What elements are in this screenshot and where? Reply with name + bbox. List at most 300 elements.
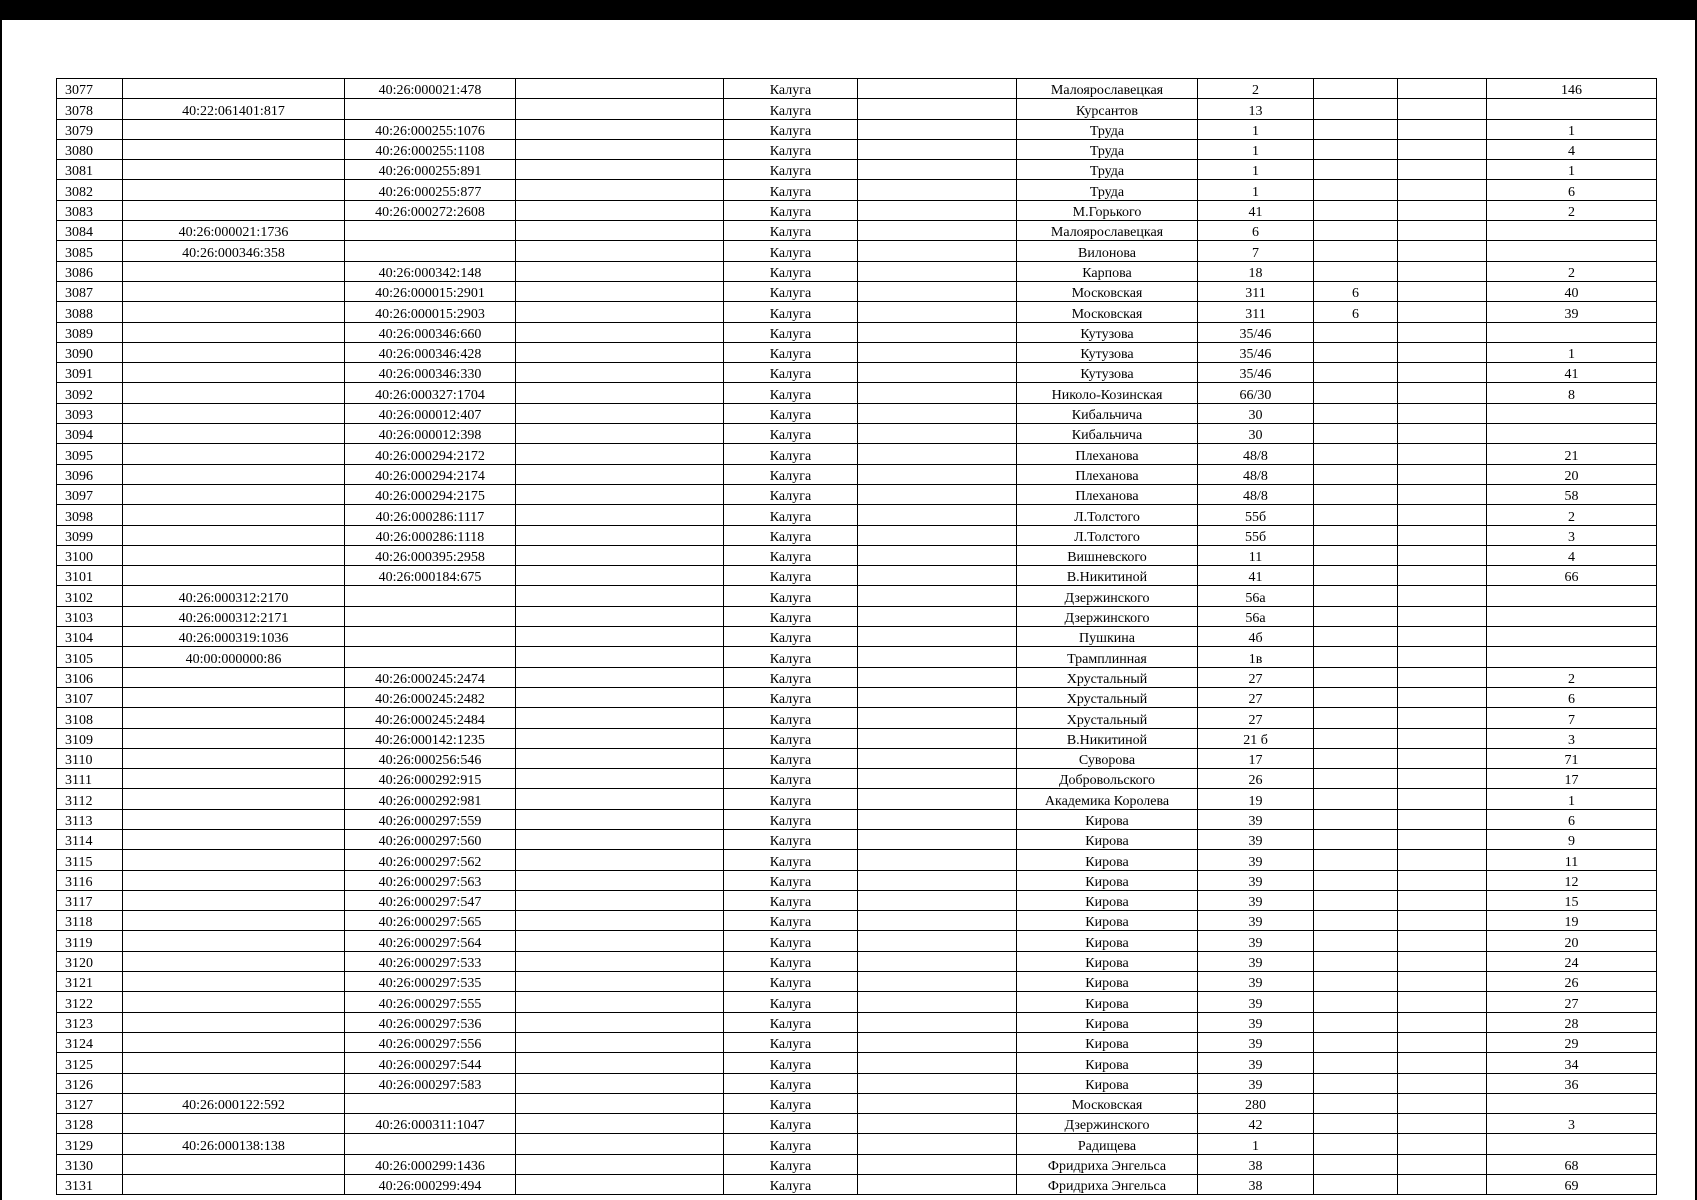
table-row — [57, 708, 1657, 728]
empty-cell — [516, 586, 724, 606]
row-number-cell: 3078 — [57, 99, 123, 119]
street-cell: Николо-Козинская — [1017, 383, 1198, 403]
cadastral-number-b-cell: 40:26:000294:2175 — [345, 484, 516, 504]
row-number-cell: 3122 — [57, 992, 123, 1012]
building-cell — [1314, 931, 1398, 951]
cadastral-number-b-cell: 40:26:000184:675 — [345, 566, 516, 586]
empty-cell-3 — [1398, 931, 1487, 951]
house-number-cell: 55б — [1198, 525, 1314, 545]
empty-cell-2 — [858, 484, 1017, 504]
street-cell: Кирова — [1017, 1012, 1198, 1032]
building-cell — [1314, 464, 1398, 484]
apartment-cell — [1487, 221, 1657, 241]
empty-cell-2 — [858, 363, 1017, 383]
cadastral-number-a-cell — [123, 139, 345, 159]
table-row — [57, 200, 1657, 220]
building-cell — [1314, 1032, 1398, 1052]
cadastral-number-b-cell: 40:26:000286:1117 — [345, 505, 516, 525]
city-cell: Калуга — [724, 931, 858, 951]
empty-cell-2 — [858, 403, 1017, 423]
street-cell: Плеханова — [1017, 464, 1198, 484]
building-cell — [1314, 1012, 1398, 1032]
cadastral-number-a-cell: 40:26:000319:1036 — [123, 627, 345, 647]
cadastral-number-a-cell — [123, 1175, 345, 1195]
cadastral-number-b-cell: 40:26:000297:533 — [345, 951, 516, 971]
apartment-cell: 4 — [1487, 545, 1657, 565]
building-cell — [1314, 809, 1398, 829]
property-register-table — [56, 78, 1657, 1195]
house-number-cell: 48/8 — [1198, 444, 1314, 464]
cadastral-number-b-cell: 40:26:000327:1704 — [345, 383, 516, 403]
empty-cell — [516, 566, 724, 586]
city-cell: Калуга — [724, 322, 858, 342]
house-number-cell: 41 — [1198, 200, 1314, 220]
table-row — [57, 221, 1657, 241]
apartment-cell — [1487, 403, 1657, 423]
table-row — [57, 1134, 1657, 1154]
empty-cell — [516, 647, 724, 667]
empty-cell-2 — [858, 444, 1017, 464]
empty-cell-3 — [1398, 829, 1487, 849]
house-number-cell: 27 — [1198, 708, 1314, 728]
building-cell — [1314, 525, 1398, 545]
city-cell: Калуга — [724, 606, 858, 626]
city-cell: Калуга — [724, 119, 858, 139]
empty-cell-2 — [858, 241, 1017, 261]
empty-cell-2 — [858, 1154, 1017, 1174]
row-number-cell: 3120 — [57, 951, 123, 971]
cadastral-number-a-cell — [123, 160, 345, 180]
cadastral-number-a-cell — [123, 505, 345, 525]
apartment-cell: 1 — [1487, 119, 1657, 139]
street-cell: Кирова — [1017, 1032, 1198, 1052]
street-cell: Кибальчича — [1017, 403, 1198, 423]
cadastral-number-b-cell: 40:26:000297:565 — [345, 911, 516, 931]
cadastral-number-a-cell — [123, 1032, 345, 1052]
apartment-cell: 3 — [1487, 1114, 1657, 1134]
apartment-cell: 8 — [1487, 383, 1657, 403]
street-cell: Кибальчича — [1017, 424, 1198, 444]
row-number-cell: 3118 — [57, 911, 123, 931]
building-cell — [1314, 687, 1398, 707]
empty-cell-2 — [858, 302, 1017, 322]
cadastral-number-a-cell — [123, 79, 345, 99]
house-number-cell: 38 — [1198, 1154, 1314, 1174]
empty-cell — [516, 261, 724, 281]
apartment-cell: 41 — [1487, 363, 1657, 383]
empty-cell-2 — [858, 789, 1017, 809]
empty-cell-3 — [1398, 1175, 1487, 1195]
table-row — [57, 951, 1657, 971]
empty-cell-2 — [858, 667, 1017, 687]
empty-cell-3 — [1398, 79, 1487, 99]
cadastral-number-b-cell: 40:26:000255:891 — [345, 160, 516, 180]
house-number-cell: 30 — [1198, 403, 1314, 423]
row-number-cell: 3080 — [57, 139, 123, 159]
street-cell: Труда — [1017, 180, 1198, 200]
apartment-cell: 1 — [1487, 789, 1657, 809]
empty-cell-3 — [1398, 200, 1487, 220]
building-cell — [1314, 566, 1398, 586]
cadastral-number-b-cell — [345, 647, 516, 667]
empty-cell-2 — [858, 870, 1017, 890]
table-row — [57, 809, 1657, 829]
table-row — [57, 870, 1657, 890]
table-row — [57, 302, 1657, 322]
row-number-cell: 3084 — [57, 221, 123, 241]
table-row — [57, 586, 1657, 606]
cadastral-number-a-cell — [123, 119, 345, 139]
house-number-cell: 6 — [1198, 221, 1314, 241]
empty-cell-2 — [858, 931, 1017, 951]
empty-cell-2 — [858, 972, 1017, 992]
house-number-cell: 26 — [1198, 769, 1314, 789]
building-cell — [1314, 992, 1398, 1012]
house-number-cell: 1 — [1198, 160, 1314, 180]
cadastral-number-a-cell — [123, 992, 345, 1012]
cadastral-number-a-cell — [123, 302, 345, 322]
table-row — [57, 1154, 1657, 1174]
cadastral-number-b-cell — [345, 1093, 516, 1113]
cadastral-number-b-cell — [345, 221, 516, 241]
table-row — [57, 748, 1657, 768]
table-row — [57, 1114, 1657, 1134]
row-number-cell: 3101 — [57, 566, 123, 586]
table-row — [57, 99, 1657, 119]
table-row — [57, 261, 1657, 281]
apartment-cell: 69 — [1487, 1175, 1657, 1195]
empty-cell — [516, 748, 724, 768]
cadastral-number-a-cell — [123, 708, 345, 728]
empty-cell-2 — [858, 261, 1017, 281]
house-number-cell: 55б — [1198, 505, 1314, 525]
street-cell: Кирова — [1017, 890, 1198, 910]
apartment-cell — [1487, 647, 1657, 667]
table-row — [57, 687, 1657, 707]
house-number-cell: 56а — [1198, 586, 1314, 606]
row-number-cell: 3131 — [57, 1175, 123, 1195]
house-number-cell: 39 — [1198, 1032, 1314, 1052]
city-cell: Калуга — [724, 1053, 858, 1073]
house-number-cell: 41 — [1198, 566, 1314, 586]
empty-cell-3 — [1398, 951, 1487, 971]
city-cell: Калуга — [724, 1134, 858, 1154]
cadastral-number-a-cell — [123, 667, 345, 687]
empty-cell-2 — [858, 99, 1017, 119]
empty-cell — [516, 1175, 724, 1195]
row-number-cell: 3085 — [57, 241, 123, 261]
building-cell — [1314, 160, 1398, 180]
empty-cell-2 — [858, 545, 1017, 565]
cadastral-number-a-cell — [123, 748, 345, 768]
apartment-cell: 34 — [1487, 1053, 1657, 1073]
building-cell — [1314, 911, 1398, 931]
table-row — [57, 160, 1657, 180]
cadastral-number-a-cell — [123, 281, 345, 301]
apartment-cell: 36 — [1487, 1073, 1657, 1093]
cadastral-number-b-cell: 40:26:000255:1076 — [345, 119, 516, 139]
row-number-cell: 3124 — [57, 1032, 123, 1052]
building-cell — [1314, 1154, 1398, 1174]
row-number-cell: 3104 — [57, 627, 123, 647]
table-row — [57, 484, 1657, 504]
row-number-cell: 3107 — [57, 687, 123, 707]
empty-cell-3 — [1398, 1114, 1487, 1134]
empty-cell-2 — [858, 627, 1017, 647]
table-row — [57, 829, 1657, 849]
table-row — [57, 972, 1657, 992]
street-cell: Кирова — [1017, 1053, 1198, 1073]
house-number-cell: 30 — [1198, 424, 1314, 444]
building-cell — [1314, 403, 1398, 423]
empty-cell-2 — [858, 525, 1017, 545]
empty-cell-2 — [858, 1093, 1017, 1113]
empty-cell-3 — [1398, 647, 1487, 667]
building-cell — [1314, 627, 1398, 647]
cadastral-number-b-cell: 40:26:000395:2958 — [345, 545, 516, 565]
city-cell: Калуга — [724, 484, 858, 504]
empty-cell — [516, 829, 724, 849]
cadastral-number-a-cell — [123, 200, 345, 220]
apartment-cell: 20 — [1487, 931, 1657, 951]
table-row — [57, 992, 1657, 1012]
building-cell — [1314, 1134, 1398, 1154]
empty-cell-2 — [858, 1175, 1017, 1195]
cadastral-number-a-cell — [123, 322, 345, 342]
apartment-cell: 1 — [1487, 160, 1657, 180]
cadastral-number-b-cell: 40:26:000012:398 — [345, 424, 516, 444]
cadastral-number-a-cell — [123, 1154, 345, 1174]
city-cell: Калуга — [724, 99, 858, 119]
table-row — [57, 769, 1657, 789]
city-cell: Калуга — [724, 383, 858, 403]
street-cell: Дзержинского — [1017, 606, 1198, 626]
empty-cell-2 — [858, 566, 1017, 586]
empty-cell — [516, 728, 724, 748]
cadastral-number-b-cell: 40:26:000015:2903 — [345, 302, 516, 322]
empty-cell — [516, 627, 724, 647]
row-number-cell: 3103 — [57, 606, 123, 626]
cadastral-number-a-cell — [123, 261, 345, 281]
empty-cell-3 — [1398, 342, 1487, 362]
row-number-cell: 3106 — [57, 667, 123, 687]
house-number-cell: 280 — [1198, 1093, 1314, 1113]
street-cell: В.Никитиной — [1017, 566, 1198, 586]
street-cell: Кирова — [1017, 1073, 1198, 1093]
empty-cell-3 — [1398, 627, 1487, 647]
empty-cell-2 — [858, 139, 1017, 159]
empty-cell-3 — [1398, 281, 1487, 301]
apartment-cell: 3 — [1487, 525, 1657, 545]
street-cell: Кирова — [1017, 951, 1198, 971]
city-cell: Калуга — [724, 870, 858, 890]
table-row — [57, 789, 1657, 809]
table-row — [57, 525, 1657, 545]
cadastral-number-a-cell — [123, 1012, 345, 1032]
row-number-cell: 3089 — [57, 322, 123, 342]
empty-cell — [516, 99, 724, 119]
row-number-cell: 3129 — [57, 1134, 123, 1154]
apartment-cell: 21 — [1487, 444, 1657, 464]
empty-cell — [516, 403, 724, 423]
empty-cell-3 — [1398, 444, 1487, 464]
building-cell — [1314, 667, 1398, 687]
street-cell: Фридриха Энгельса — [1017, 1175, 1198, 1195]
cadastral-number-b-cell: 40:26:000297:583 — [345, 1073, 516, 1093]
apartment-cell: 19 — [1487, 911, 1657, 931]
city-cell: Калуга — [724, 1154, 858, 1174]
row-number-cell: 3119 — [57, 931, 123, 951]
cadastral-number-a-cell: 40:26:000122:592 — [123, 1093, 345, 1113]
apartment-cell — [1487, 606, 1657, 626]
empty-cell-3 — [1398, 1073, 1487, 1093]
apartment-cell: 2 — [1487, 261, 1657, 281]
street-cell: Академика Королева — [1017, 789, 1198, 809]
empty-cell — [516, 322, 724, 342]
city-cell: Калуга — [724, 160, 858, 180]
empty-cell — [516, 363, 724, 383]
row-number-cell: 3126 — [57, 1073, 123, 1093]
cadastral-number-b-cell: 40:26:000286:1118 — [345, 525, 516, 545]
building-cell — [1314, 383, 1398, 403]
house-number-cell: 1в — [1198, 647, 1314, 667]
city-cell: Калуга — [724, 566, 858, 586]
cadastral-number-b-cell: 40:26:000142:1235 — [345, 728, 516, 748]
cadastral-number-b-cell: 40:26:000256:546 — [345, 748, 516, 768]
city-cell: Калуга — [724, 464, 858, 484]
empty-cell — [516, 951, 724, 971]
empty-cell — [516, 79, 724, 99]
row-number-cell: 3125 — [57, 1053, 123, 1073]
apartment-cell: 146 — [1487, 79, 1657, 99]
street-cell: Московская — [1017, 302, 1198, 322]
table-row — [57, 627, 1657, 647]
empty-cell-3 — [1398, 1053, 1487, 1073]
apartment-cell: 66 — [1487, 566, 1657, 586]
city-cell: Калуга — [724, 1073, 858, 1093]
apartment-cell: 68 — [1487, 1154, 1657, 1174]
city-cell: Калуга — [724, 1093, 858, 1113]
city-cell: Калуга — [724, 424, 858, 444]
building-cell — [1314, 342, 1398, 362]
empty-cell-3 — [1398, 911, 1487, 931]
empty-cell — [516, 1134, 724, 1154]
row-number-cell: 3092 — [57, 383, 123, 403]
house-number-cell: 11 — [1198, 545, 1314, 565]
building-cell — [1314, 79, 1398, 99]
row-number-cell: 3086 — [57, 261, 123, 281]
empty-cell-2 — [858, 606, 1017, 626]
house-number-cell: 27 — [1198, 667, 1314, 687]
empty-cell-2 — [858, 951, 1017, 971]
empty-cell — [516, 464, 724, 484]
cadastral-number-a-cell — [123, 728, 345, 748]
empty-cell — [516, 200, 724, 220]
house-number-cell: 2 — [1198, 79, 1314, 99]
cadastral-number-b-cell: 40:26:000245:2482 — [345, 687, 516, 707]
street-cell: Кутузова — [1017, 342, 1198, 362]
empty-cell-3 — [1398, 972, 1487, 992]
empty-cell-3 — [1398, 160, 1487, 180]
empty-cell-2 — [858, 647, 1017, 667]
cadastral-number-a-cell — [123, 829, 345, 849]
cadastral-number-a-cell — [123, 1053, 345, 1073]
building-cell — [1314, 972, 1398, 992]
cadastral-number-b-cell: 40:26:000346:660 — [345, 322, 516, 342]
house-number-cell: 27 — [1198, 687, 1314, 707]
street-cell: Дзержинского — [1017, 586, 1198, 606]
house-number-cell: 38 — [1198, 1175, 1314, 1195]
building-cell — [1314, 1073, 1398, 1093]
empty-cell-3 — [1398, 180, 1487, 200]
table-row — [57, 464, 1657, 484]
building-cell — [1314, 647, 1398, 667]
empty-cell — [516, 708, 724, 728]
empty-cell-2 — [858, 586, 1017, 606]
building-cell — [1314, 545, 1398, 565]
empty-cell — [516, 139, 724, 159]
empty-cell — [516, 180, 724, 200]
house-number-cell: 1 — [1198, 119, 1314, 139]
apartment-cell: 11 — [1487, 850, 1657, 870]
cadastral-number-a-cell — [123, 484, 345, 504]
city-cell: Калуга — [724, 505, 858, 525]
house-number-cell: 35/46 — [1198, 322, 1314, 342]
table-row — [57, 931, 1657, 951]
city-cell: Калуга — [724, 667, 858, 687]
apartment-cell: 9 — [1487, 829, 1657, 849]
empty-cell-3 — [1398, 1032, 1487, 1052]
city-cell: Калуга — [724, 180, 858, 200]
table-row — [57, 505, 1657, 525]
empty-cell-2 — [858, 200, 1017, 220]
table-row — [57, 545, 1657, 565]
cadastral-number-b-cell: 40:26:000297:556 — [345, 1032, 516, 1052]
empty-cell-2 — [858, 322, 1017, 342]
empty-cell — [516, 281, 724, 301]
city-cell: Калуга — [724, 1032, 858, 1052]
apartment-cell: 2 — [1487, 200, 1657, 220]
cadastral-number-b-cell: 40:26:000297:547 — [345, 890, 516, 910]
building-cell — [1314, 748, 1398, 768]
building-cell — [1314, 1175, 1398, 1195]
street-cell: Кирова — [1017, 972, 1198, 992]
apartment-cell: 71 — [1487, 748, 1657, 768]
table-row — [57, 342, 1657, 362]
empty-cell — [516, 383, 724, 403]
empty-cell — [516, 525, 724, 545]
street-cell: Кутузова — [1017, 322, 1198, 342]
cadastral-number-a-cell — [123, 911, 345, 931]
house-number-cell: 39 — [1198, 870, 1314, 890]
city-cell: Калуга — [724, 281, 858, 301]
city-cell: Калуга — [724, 687, 858, 707]
building-cell — [1314, 505, 1398, 525]
empty-cell-2 — [858, 708, 1017, 728]
empty-cell — [516, 160, 724, 180]
empty-cell — [516, 302, 724, 322]
table-row — [57, 79, 1657, 99]
building-cell: 6 — [1314, 302, 1398, 322]
house-number-cell: 48/8 — [1198, 464, 1314, 484]
street-cell: Хрустальный — [1017, 687, 1198, 707]
table-row — [57, 139, 1657, 159]
empty-cell — [516, 789, 724, 809]
building-cell — [1314, 119, 1398, 139]
scan-left-border — [0, 20, 2, 1200]
cadastral-number-b-cell: 40:26:000255:1108 — [345, 139, 516, 159]
house-number-cell: 311 — [1198, 281, 1314, 301]
